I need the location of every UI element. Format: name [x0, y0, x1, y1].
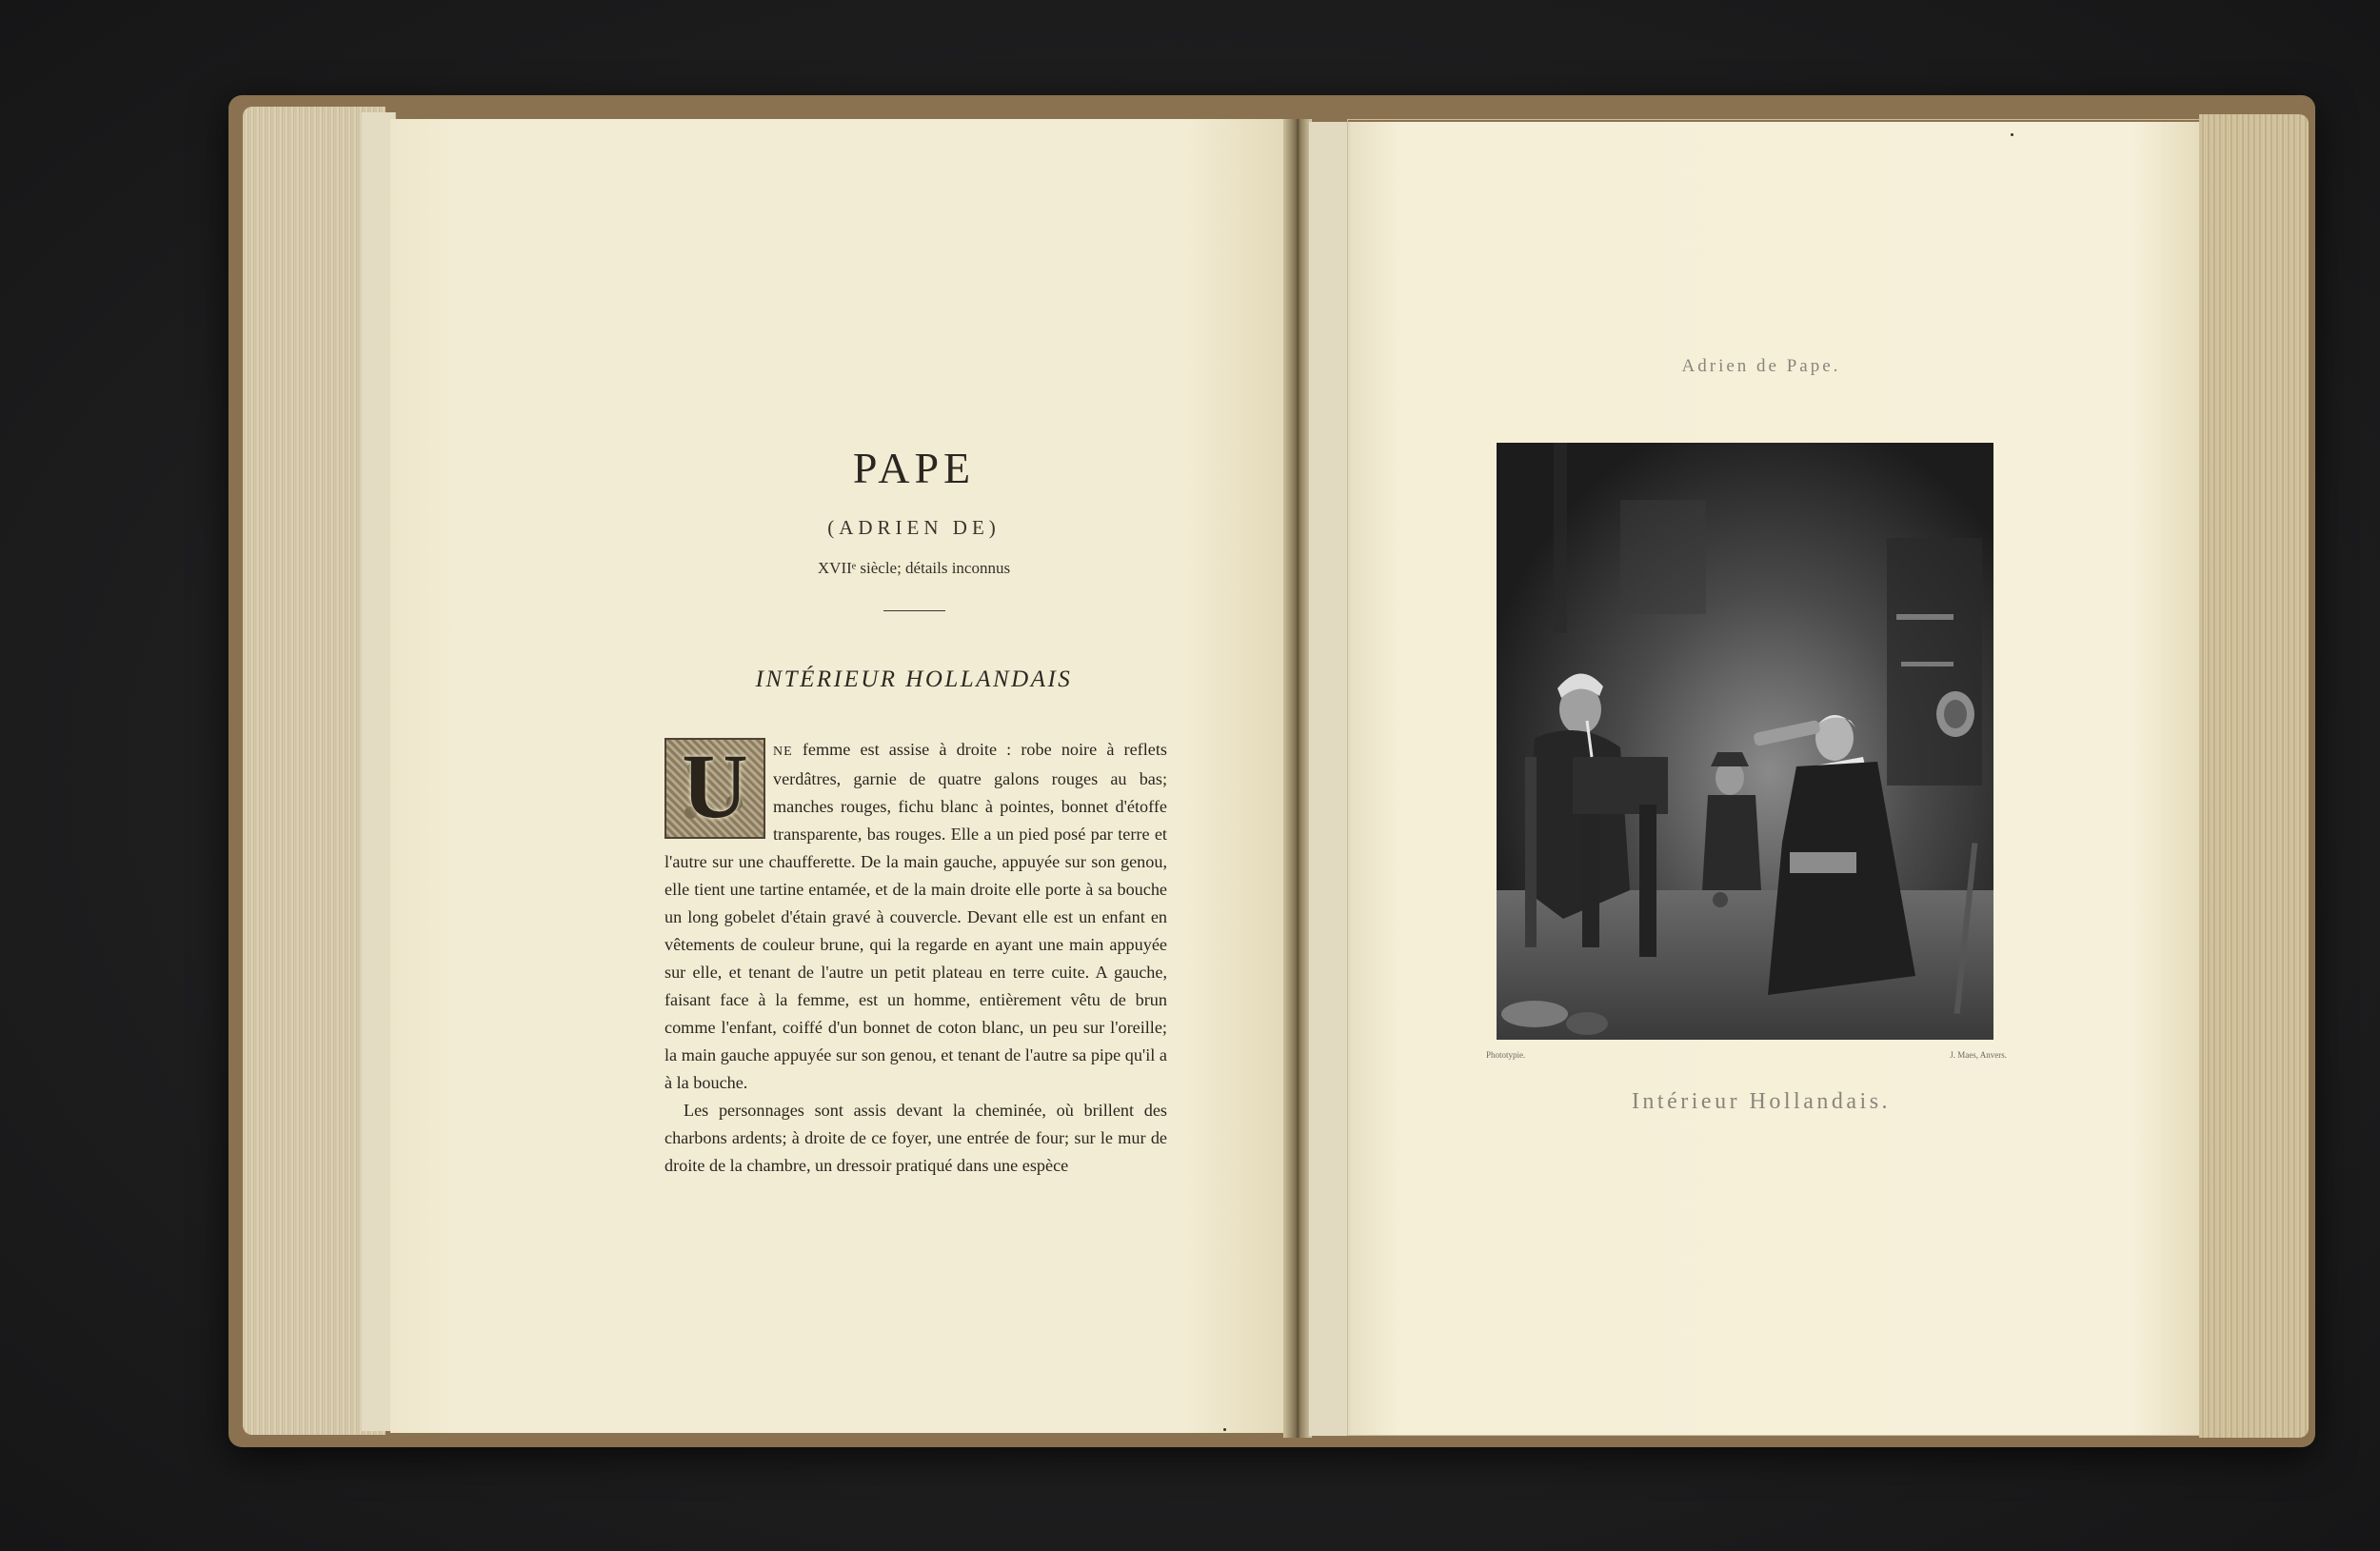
divider-rule	[883, 610, 945, 611]
painting-plate	[1497, 443, 1993, 1040]
body-text	[664, 736, 1167, 1180]
paragraph-1	[664, 736, 1167, 1097]
plate-artist-name: Adrien de Pape.	[1681, 356, 1841, 376]
paragraph-1-text: femme est assise à droite : robe noire à reflets verdâtres, garnie de quatre galons rouges au bas; manches rouges, fichu blanc à pointes, bonnet d'étoffe transparente, bas rouges. Elle a un pied posé par terre et l'autre sur une chaufferette. De la main gauche, appuyée sur son genou, elle tient une tartine entamée, et de la main droite elle porte à sa bouche un long gobelet d'étain gravé à couvercle. Devant elle est un enfant en vêtements de couleur brune, qui la regarde en ayant une main appuyée sur elle, et tenant de l'autre un petit plateau en terre cuite. A gauche, faisant face à la femme, est un homme, entièrement vêtu de brun comme l'enfant, coiffé d'un bonnet de coton blanc, un peu sur l'oreille; la main gauche appuyée sur son genou, et tenant de l'autre sa pipe qu'il a à la bouche.	[664, 740, 1167, 1092]
artist-dates: XVIIᵉ siècle; détails inconnus	[817, 559, 1011, 577]
ornamental-dropcap-icon	[664, 735, 765, 839]
dropcap-letter: U	[682, 735, 748, 837]
plate-caption: Intérieur Hollandais.	[1631, 1089, 1892, 1114]
section-heading: INTÉRIEUR HOLLANDAIS	[755, 666, 1073, 692]
dust-speck	[2011, 133, 2013, 136]
gutter	[1283, 119, 1312, 1438]
credit-phototypie: Phototypie.	[1486, 1050, 1526, 1060]
artist-subtitle: (ADRIEN DE)	[827, 516, 1001, 539]
page-edges-right	[2199, 114, 2309, 1438]
credit-printer: J. Maes, Anvers.	[1950, 1050, 2007, 1060]
dust-speck	[1223, 1428, 1226, 1431]
smallcaps-lead: NE	[773, 745, 793, 759]
painting-illustration	[1497, 443, 1993, 1040]
page-title: PAPE	[852, 444, 976, 492]
paragraph-2: Les personnages sont assis devant la cheminée, où brillent des charbons ardents; à droite de ce foyer, une entrée de four; sur le mur de droite de la chambre, un dressoir pratiqué dans une espèce	[664, 1101, 1167, 1175]
